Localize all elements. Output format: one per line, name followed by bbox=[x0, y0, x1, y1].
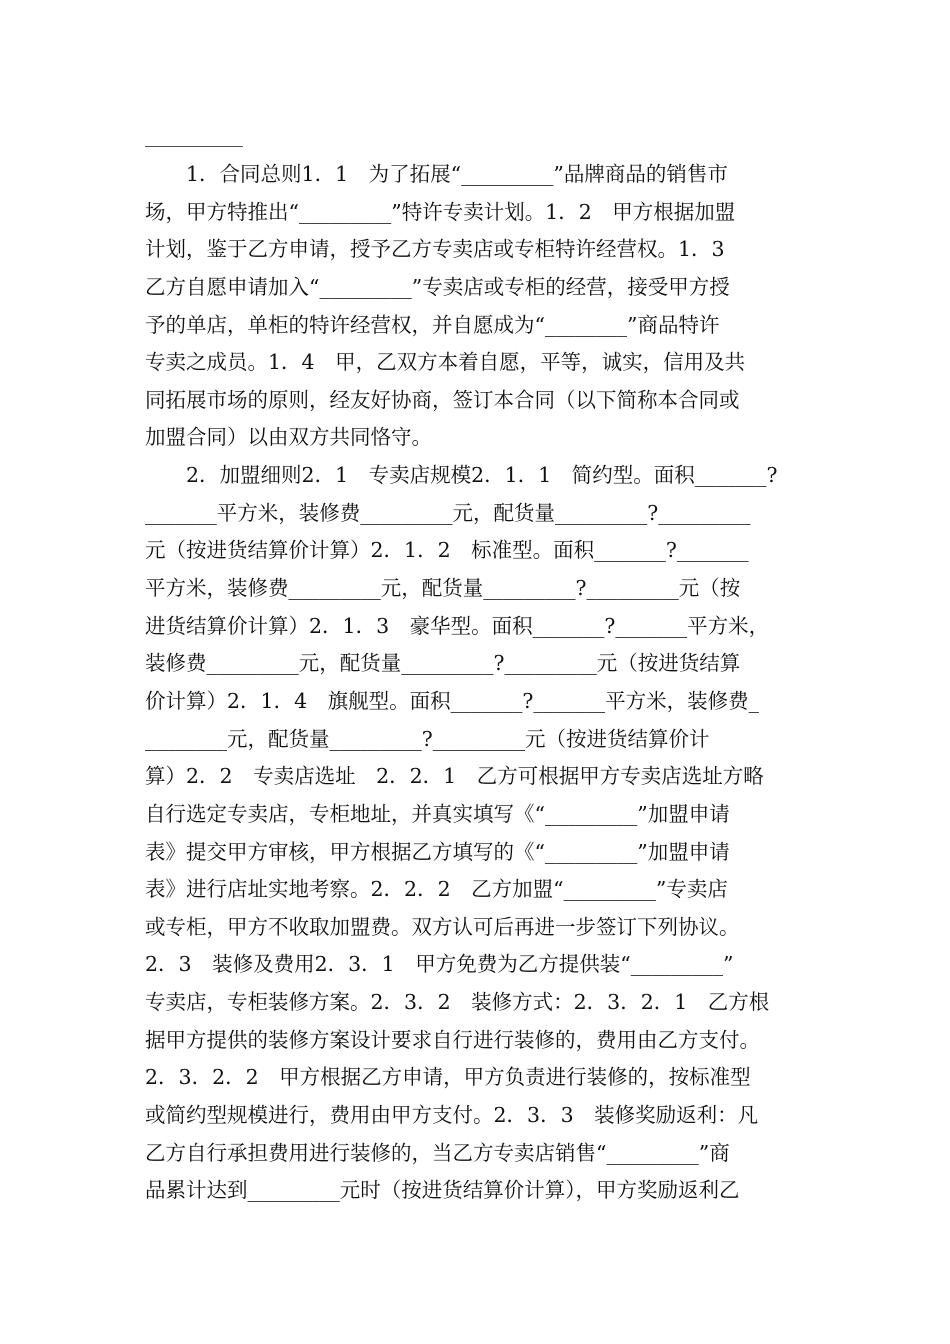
text-line: 元（按进货结算价计算）2．1．2 标准型。面积_______?_______ bbox=[145, 538, 749, 563]
text-line: 表》提交甲方审核，甲方根据乙方填写的《“_________”加盟申请 bbox=[145, 839, 730, 864]
text-line: 自行选定专卖店，专柜地址，并真实填写《“_________”加盟申请 bbox=[145, 801, 730, 826]
text-line: 乙方自行承担费用进行装修的，当乙方专卖店销售“_________”商 bbox=[145, 1140, 730, 1165]
header-rule bbox=[145, 146, 243, 147]
text-line: 计划，鉴于乙方申请，授予乙方专卖店或专柜特许经营权。1．3 bbox=[145, 237, 725, 262]
text-line: 乙方自愿申请加入“_________”专卖店或专柜的经营，接受甲方授 bbox=[145, 274, 730, 299]
text-line: 算）2．2 专卖店选址 2．2．1 乙方可根据甲方专卖店选址方略 bbox=[145, 764, 764, 789]
text-line: 或简约型规模进行，费用由甲方支付。2．3．3 装修奖励返利：凡 bbox=[145, 1103, 759, 1128]
text-line: 专卖之成员。1．4 甲，乙双方本着自愿，平等，诚实，信用及共 bbox=[145, 350, 746, 375]
text-line: 平方米，装修费_________元，配货量_________?_________元（按 bbox=[145, 576, 741, 601]
text-line: 价计算）2．1．4 旗舰型。面积_______?_______平方米，装修费_ bbox=[145, 688, 759, 713]
text-line: ________元，配货量_________?_________元（按进货结算价计 bbox=[145, 726, 710, 751]
text-line: 表》进行店址实地考察。2．2．2 乙方加盟“_________”专卖店 bbox=[145, 877, 728, 902]
text-line: 装修费_________元，配货量_________?_________元（按进货结算 bbox=[145, 651, 741, 676]
contract-body bbox=[145, 156, 810, 1210]
text-line: 场，甲方特推出“_________”特许专卖计划。1．2 甲方根据加盟 bbox=[145, 199, 736, 224]
text-line: 品累计达到_________元时（按进货结算价计算），甲方奖励返利乙 bbox=[145, 1178, 740, 1203]
text-line: 或专柜，甲方不收取加盟费。双方认可后再进一步签订下列协议。 bbox=[145, 914, 740, 939]
text-line: 2．3．2．2 甲方根据乙方申请，甲方负责进行装修的，按标准型 bbox=[145, 1065, 751, 1090]
text-line: 专卖店，专柜装修方案。2．3．2 装修方式：2．3．2．1 乙方根 bbox=[145, 990, 770, 1015]
text-line: 2．3 装修及费用2．3．1 甲方免费为乙方提供装“_________” bbox=[145, 952, 734, 977]
text-line: 2．加盟细则2．1 专卖店规模2．1．1 简约型。面积_______? bbox=[145, 463, 778, 488]
text-line: 1．合同总则1．1 为了拓展“_________”品牌商品的销售市 bbox=[145, 162, 728, 186]
text-line: _______平方米，装修费_________元，配货量_________?_________ bbox=[145, 500, 751, 525]
text-line: 加盟合同）以由双方共同恪守。 bbox=[145, 425, 432, 450]
text-line: 据甲方提供的装修方案设计要求自行进行装修的，费用由乙方支付。 bbox=[145, 1027, 760, 1052]
text-line: 同拓展市场的原则，经友好协商，签订本合同（以下简称本合同或 bbox=[145, 387, 740, 412]
text-line: 进货结算价计算）2．1．3 豪华型。面积_______?_______平方米， bbox=[145, 613, 770, 638]
text-line: 予的单店，单柜的特许经营权，并自愿成为“________”商品特许 bbox=[145, 312, 720, 337]
